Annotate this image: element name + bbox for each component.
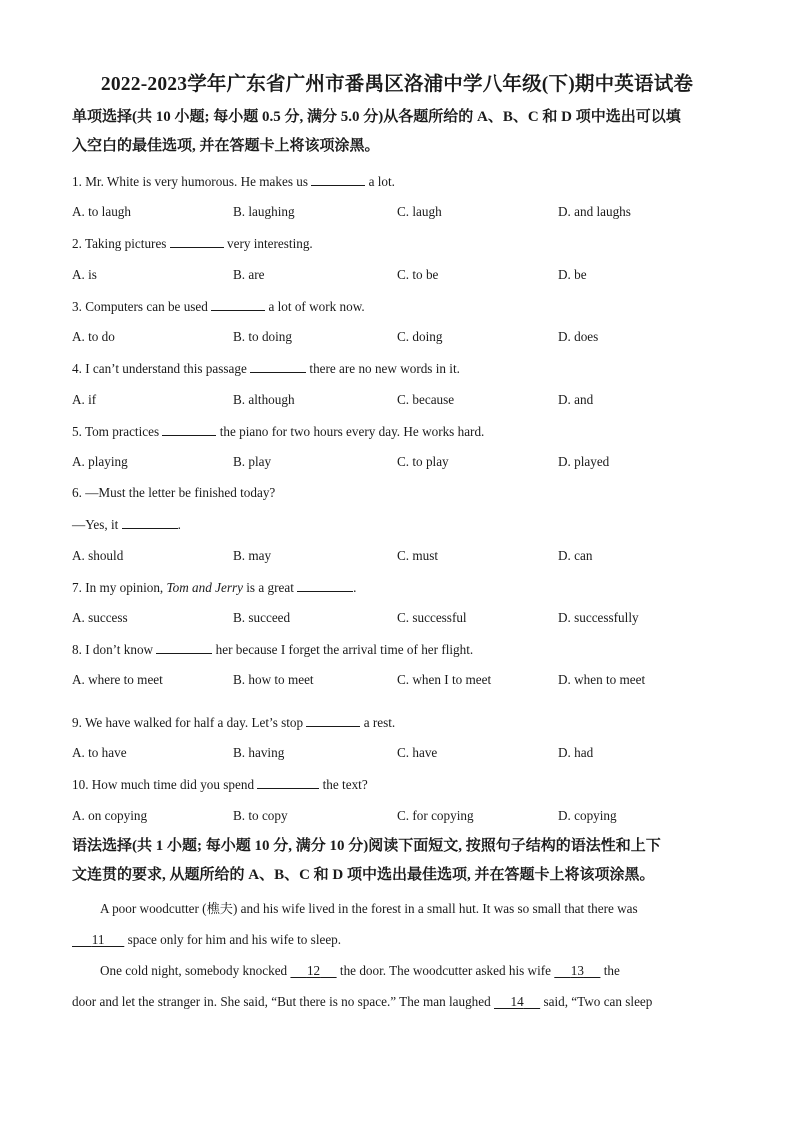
question-8-option-c: C. when I to meet (397, 672, 492, 687)
passage-line-4: door and let the stranger in. She said, “But there is no space.” The man laughed 14 said, “Two can sleep (72, 994, 653, 1009)
question-10-option-b: B. to copy (233, 808, 288, 823)
answer-blank-13: 13 (570, 963, 584, 978)
answer-blank (257, 776, 319, 789)
question-9-option-d: D. had (558, 745, 594, 760)
question-4: 4. I can’t understand this passage there are no new words in it. (72, 361, 460, 376)
question-2-option-c: C. to be (397, 267, 439, 282)
question-3-option-a: A. to do (72, 329, 115, 344)
question-1-option-c: C. laugh (397, 204, 442, 219)
question-5-option-c: C. to play (397, 454, 449, 469)
question-2: 2. Taking pictures very interesting. (72, 236, 313, 251)
passage-line-1: A poor woodcutter (樵夫) and his wife lived in the forest in a small hut. It was so small that there was (100, 901, 638, 916)
answer-blank (250, 360, 306, 373)
question-6-option-d: D. can (558, 548, 593, 563)
section-instructions-grammar-choice (72, 832, 732, 890)
answer-blank (211, 298, 265, 311)
page-title: 2022-2023学年广东省广州市番禺区洛浦中学八年级(下)期中英语试卷 (100, 74, 694, 95)
answer-blank (122, 516, 178, 529)
question-10-option-a: A. on copying (72, 808, 148, 823)
question-3-option-c: C. doing (397, 329, 443, 344)
question-7-option-c: C. successful (397, 610, 467, 625)
question-1-option-b: B. laughing (233, 204, 295, 219)
question-8: 8. I don’t know her because I forget the arrival time of her flight. (72, 642, 474, 657)
answer-blank-11: 11 (91, 932, 105, 947)
question-1: 1. Mr. White is very humorous. He makes us a lot. (72, 174, 395, 189)
question-5-option-d: D. played (558, 454, 610, 469)
question-9-option-a: A. to have (72, 745, 127, 760)
question-2-option-b: B. are (233, 267, 265, 282)
question-6-option-a: A. should (72, 548, 124, 563)
question-6-option-c: C. must (397, 548, 439, 563)
section-instructions-line-1: 单项选择(共 10 小题; 每小题 0.5 分, 满分 5.0 分)从各题所给的 A、B、C 和 D 项中选出可以填 (72, 109, 681, 125)
question-6: 6. —Must the letter be finished today? (72, 485, 276, 500)
question-5: 5. Tom practices the piano for two hours every day. He works hard. (72, 424, 485, 439)
answer-blank (170, 235, 224, 248)
question-10-option-c: C. for copying (397, 808, 474, 823)
question-5-option-a: A. playing (72, 454, 128, 469)
question-8-option-a: A. where to meet (72, 672, 163, 687)
answer-blank (297, 579, 353, 592)
question-8-option-b: B. how to meet (233, 672, 314, 687)
answer-blank-12: 12 (306, 963, 321, 978)
question-3-option-b: B. to doing (233, 329, 292, 344)
question-9: 9. We have walked for half a day. Let’s stop a rest. (72, 715, 396, 730)
question-9-option-c: C. have (397, 745, 438, 760)
question-6-option-b: B. may (233, 548, 272, 563)
answer-blank-14: 14 (510, 994, 524, 1009)
question-6-reply: —Yes, it . (72, 517, 181, 532)
question-10: 10. How much time did you spend the text? (72, 777, 368, 792)
question-1-option-d: D. and laughs (558, 204, 631, 219)
answer-blank (156, 641, 212, 654)
question-9-option-b: B. having (233, 745, 285, 760)
question-8-option-d: D. when to meet (558, 672, 646, 687)
question-3-option-d: D. does (558, 329, 599, 344)
italic-title: Tom and Jerry (166, 580, 243, 595)
question-5-option-b: B. play (233, 454, 272, 469)
question-7-option-a: A. success (72, 610, 128, 625)
question-2-option-a: A. is (72, 267, 97, 282)
question-7-option-d: D. successfully (558, 610, 639, 625)
question-10-option-d: D. copying (558, 808, 617, 823)
question-7: 7. In my opinion, Tom and Jerry is a great . (72, 580, 357, 595)
section2-instructions-line-1: 语法选择(共 1 小题; 每小题 10 分, 满分 10 分)阅读下面短文, 按照句子结构的语法性和上下 (72, 838, 661, 854)
section-instructions-single-choice (72, 103, 732, 161)
question-4-option-c: C. because (397, 392, 455, 407)
answer-blank (306, 714, 360, 727)
section-instructions-line-2: 入空白的最佳选项, 并在答题卡上将该项涂黑。 (72, 138, 380, 154)
question-4-option-d: D. and (558, 392, 594, 407)
passage-line-3: One cold night, somebody knocked 12 the door. The woodcutter asked his wife 13 the (100, 963, 620, 978)
passage-line-2: 11 space only for him and his wife to sleep. (72, 932, 341, 948)
question-2-option-d: D. be (558, 267, 587, 282)
question-4-option-b: B. although (233, 392, 295, 407)
answer-blank (162, 423, 216, 436)
question-1-option-a: A. to laugh (72, 204, 131, 219)
question-3: 3. Computers can be used a lot of work now. (72, 299, 365, 314)
section2-instructions-line-2: 文连贯的要求, 从题所给的 A、B、C 和 D 项中选出最佳选项, 并在答题卡上将该项涂黑。 (72, 867, 655, 883)
question-4-option-a: A. if (72, 392, 97, 407)
question-7-option-b: B. succeed (233, 610, 291, 625)
answer-blank (311, 173, 365, 186)
